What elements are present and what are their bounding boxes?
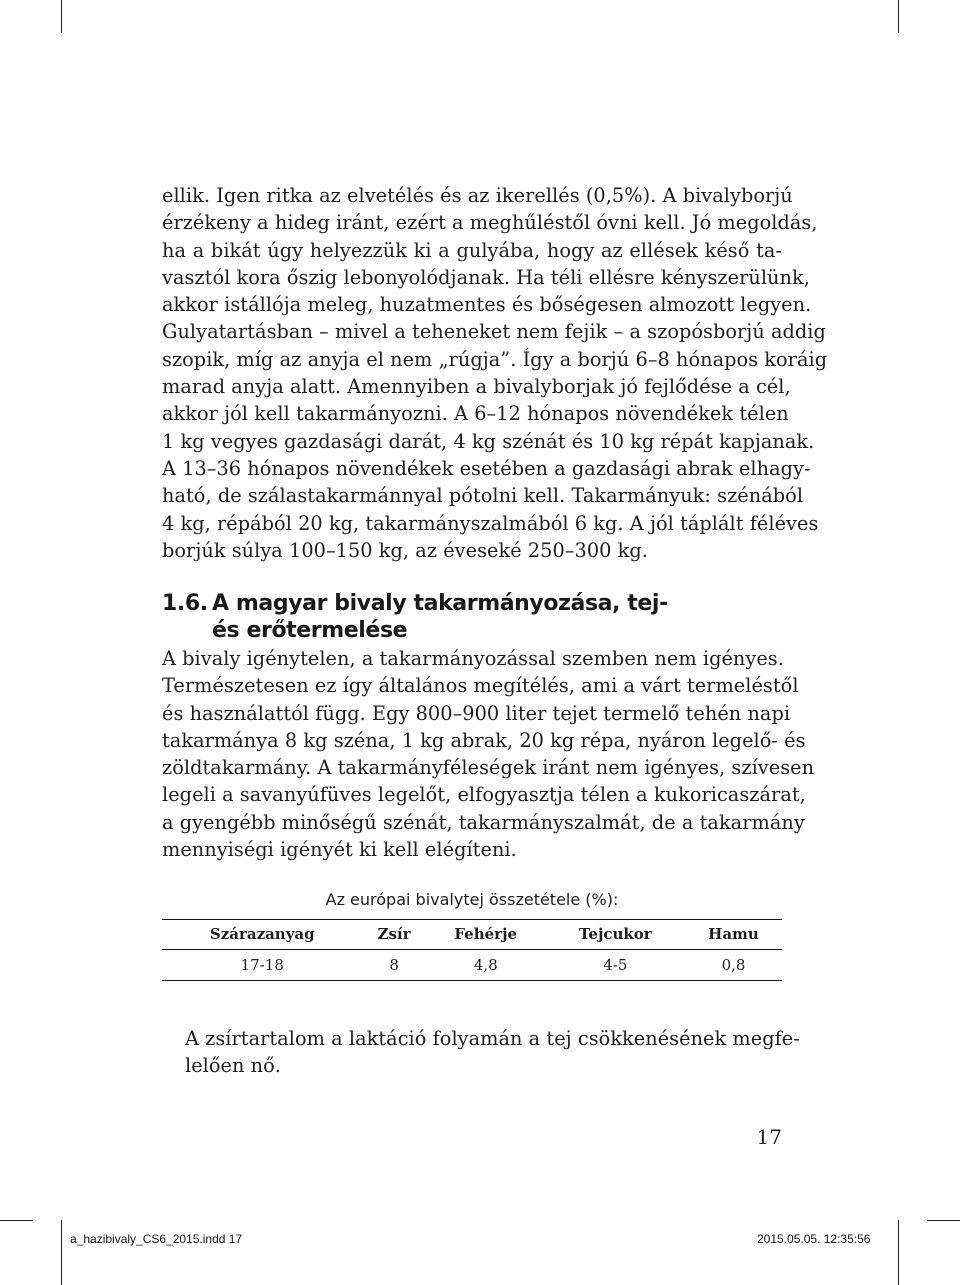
text-line: lelően nő. — [185, 1054, 281, 1078]
text-line: A bivaly igénytelen, a takarmányozással szemben nem igényes. — [162, 647, 784, 670]
text-line: takarmánya 8 kg széna, 1 kg abrak, 20 kg répa, nyáron legelő- és — [162, 728, 806, 752]
text-line: A 13–36 hónapos növendékek esetében a gazdasági abrak elhagy- — [162, 456, 811, 480]
column-header: Tejcukor — [546, 920, 685, 950]
text-line: Gulyatartásban – mivel a teheneket nem fejik – a szopósborjú addig — [162, 320, 826, 344]
text-line: a gyengébb minőségű szénát, takarmányszalmát, de a takarmány — [162, 810, 805, 834]
composition-table — [162, 919, 782, 981]
table-header-row — [162, 920, 782, 950]
table-cell: 4-5 — [546, 950, 685, 981]
crop-mark-bottom-right-horizontal — [927, 1220, 960, 1221]
text-line: zöldtakarmány. A takarmányféleségek iránt nem igényes, szívesen — [162, 756, 815, 780]
table-cell: 17-18 — [162, 950, 363, 981]
text-line: 1 kg vegyes gazdasági darát, 4 kg szénát és 10 kg répát kapjanak. — [162, 429, 815, 453]
slug-filename: a_hazibivaly_CS6_2015.indd 17 — [70, 1232, 243, 1246]
slug-timestamp: 2015.05.05. 12:35:56 — [757, 1232, 871, 1246]
text-line: és használattól függ. Egy 800–900 liter tejet termelő tehén napi — [162, 701, 791, 725]
text-line: szopik, míg az anyja el nem „rúgja”. Így a borjú 6–8 hónapos koráig — [162, 347, 828, 371]
section-heading — [162, 590, 782, 644]
table-cell: 8 — [363, 950, 426, 981]
body-paragraph-1 — [162, 182, 828, 564]
column-header: Szárazanyag — [162, 920, 363, 950]
section-title-line-2: és erőtermelése — [212, 618, 408, 643]
crop-mark-bottom-left — [61, 1220, 62, 1285]
text-line: borjúk súlya 100–150 kg, az éveseké 250–300 kg. — [162, 538, 648, 562]
table-row — [162, 950, 782, 981]
table-cell: 0,8 — [685, 950, 782, 981]
text-line: Természetesen ez így általános megítélés, ami a várt termeléstől — [162, 674, 799, 698]
body-paragraph-2 — [162, 645, 815, 863]
text-line: akkor istállója meleg, huzatmentes és bőségesen almozott legyen. — [162, 293, 812, 317]
page-number: 17 — [756, 1125, 782, 1149]
section-title-line-1: A magyar bivaly takarmányozása, tej- — [212, 591, 668, 616]
text-line: mennyiségi igényét ki kell elégíteni. — [162, 838, 517, 862]
table-cell: 4,8 — [426, 950, 546, 981]
column-header: Hamu — [685, 920, 782, 950]
crop-mark-top-right — [898, 0, 899, 33]
body-paragraph-3 — [185, 1025, 800, 1080]
text-line: ha a bikát úgy helyezzük ki a gulyába, hogy az ellések késő ta- — [162, 238, 782, 262]
text-line: legeli a savanyúfüves legelőt, elfogyasztja télen a kukoricaszárat, — [162, 783, 806, 807]
text-line: A zsírtartalom a laktáció folyamán a tej csökkenésének megfe- — [185, 1027, 800, 1050]
text-line: vasztól kora őszig lebonyolódjanak. Ha téli ellésre kényszerülünk, — [162, 265, 810, 289]
text-line: 4 kg, répából 20 kg, takarmányszalmából 6 kg. A jól táplált féléves — [162, 511, 819, 535]
crop-mark-bottom-right — [898, 1220, 899, 1285]
crop-mark-top-left — [61, 0, 62, 33]
crop-mark-bottom-left-horizontal — [0, 1220, 33, 1221]
text-line: ható, de szálastakarmánnyal pótolni kell. Takarmányuk: szénából — [162, 484, 804, 508]
text-line: érzékeny a hideg iránt, ezért a meghűléstől óvni kell. Jó megoldás, — [162, 211, 818, 235]
text-line: ellik. Igen ritka az elvetélés és az ikerellés (0,5%). A bivalyborjú — [162, 184, 793, 207]
table-caption: Az európai bivalytej összetétele (%): — [325, 890, 619, 909]
column-header: Zsír — [363, 920, 426, 950]
text-line: marad anyja alatt. Amennyiben a bivalyborjak jó fejlődése a cél, — [162, 375, 791, 399]
text-line: akkor jól kell takarmányozni. A 6–12 hónapos növendékek télen — [162, 402, 789, 426]
column-header: Fehérje — [426, 920, 546, 950]
section-number: 1.6. — [162, 591, 208, 616]
